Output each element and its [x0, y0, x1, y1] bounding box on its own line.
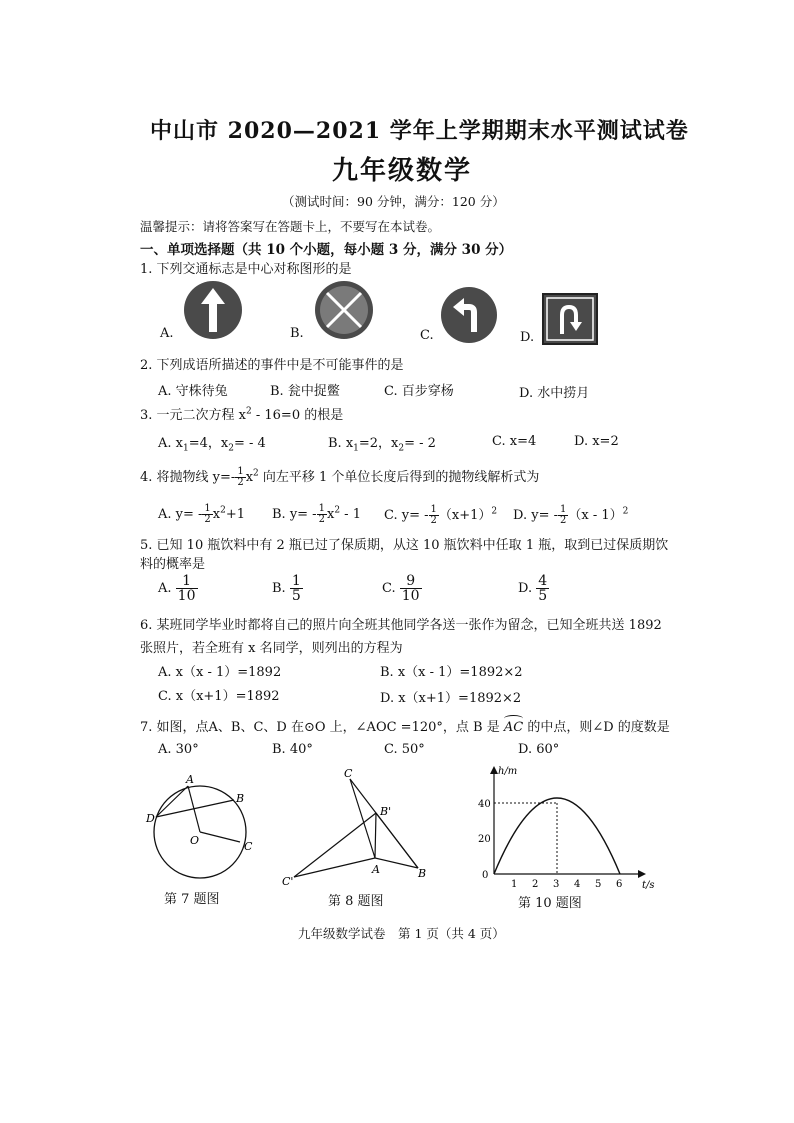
exam-subject: 九年级数学: [332, 156, 473, 186]
q3-option-b: B. $x_1=2$，$x_2= - 2$: [328, 436, 436, 454]
arrow-up-sign-icon: [183, 280, 243, 340]
fig10-xtick-4: 4: [574, 879, 581, 890]
fig8-point-c: C: [344, 767, 353, 780]
q5-option-b: B. $\frac{1}{5}$: [272, 573, 301, 604]
section-heading: 一、单项选择题（共 10 个小题，每小题 3 分，满分 30 分）: [140, 242, 513, 258]
q4-option-a: A. y= - $\frac{1}{2}$ $x^2+1$: [158, 503, 246, 525]
u-turn-sign-icon: [542, 293, 598, 345]
page-footer: 九年级数学试卷 第 1 页（共 4 页）: [298, 926, 505, 941]
q5-option-c: C. $\frac{9}{10}$: [382, 573, 420, 604]
no-stopping-sign-icon: [314, 280, 374, 340]
fig8-point-b: B: [418, 867, 427, 880]
q2-stem: 2. 下列成语所描述的事件中是不可能事件的是: [140, 358, 404, 373]
fig10-xtick-5: 5: [595, 879, 602, 890]
fig8-caption: 第 8 题图: [328, 894, 384, 909]
q2-option-c: C. 百步穿杨: [384, 384, 454, 399]
q7-option-b: B. 40°: [272, 742, 313, 757]
q5-option-d: D. $\frac{4}{5}$: [518, 573, 548, 604]
q6-stem-line1: 6. 某班同学毕业时都将自己的照片向全班其他同学各送一张作为留念，已知全班共送 1892: [140, 618, 662, 633]
fig10-x-axis-label: t/s: [642, 880, 655, 891]
q7-option-c: C. 50°: [384, 742, 425, 757]
q1-label-b: B.: [290, 326, 304, 341]
q5-stem-line1: 5. 已知 10 瓶饮料中有 2 瓶已过了保质期，从这 10 瓶饮料中任取 1 瓶，取到已过保质期饮: [140, 538, 669, 553]
q1-label-a: A.: [160, 326, 174, 341]
q3-option-c: C. x=4: [492, 434, 537, 449]
figure-7-circle: [140, 772, 265, 897]
fig8-point-a: A: [372, 863, 380, 876]
q2-option-a: A. 守株待兔: [158, 384, 228, 399]
fig8-point-b-prime: B': [380, 805, 392, 818]
fig7-caption: 第 7 题图: [164, 892, 220, 907]
q6-option-b: B. x（x - 1）=1892×2: [380, 665, 523, 680]
q6-stem-line2: 张照片，若全班有 x 名同学，则列出的方程为: [140, 641, 403, 656]
q7-option-d: D. 60°: [518, 742, 560, 757]
fig10-ytick-20: 20: [478, 834, 491, 845]
q4-option-b: B. y= - $\frac{1}{2}$ $x^2 - 1$: [272, 503, 361, 525]
q3-option-d: D. x=2: [574, 434, 619, 449]
q4-option-d: D. y= - $\frac{1}{2}$ （x - 1）$^2$: [513, 504, 629, 526]
fig10-xtick-6: 6: [616, 879, 623, 890]
fig8-point-c-prime: C': [282, 875, 294, 888]
q6-option-a: A. x（x - 1）=1892: [158, 665, 282, 680]
fig7-point-b: B: [236, 792, 245, 805]
fig7-point-a: A: [186, 773, 194, 786]
fig10-caption: 第 10 题图: [518, 896, 582, 911]
q6-option-d: D. x（x+1）=1892×2: [380, 691, 522, 706]
q2-option-d: D. 水中捞月: [519, 386, 590, 401]
q4-option-c: C. y= - $\frac{1}{2}$ $(x+1)^2$: [384, 504, 498, 526]
exam-title: 中山市 2020—2021 学年上学期期末水平测试试卷: [150, 118, 689, 144]
fig10-xtick-1: 1: [511, 879, 518, 890]
q7-option-a: A. 30°: [158, 742, 199, 757]
fig10-ytick-0: 0: [482, 870, 489, 881]
q2-option-b: B. 瓮中捉鳖: [270, 384, 340, 399]
q3-option-a: A. $x_1=4$，$x_2= - 4$: [158, 436, 266, 454]
turn-left-sign-icon: [440, 286, 498, 344]
fig7-point-d: D: [146, 812, 155, 825]
q5-stem-line2: 料的概率是: [140, 557, 206, 572]
fig10-ytick-40: 40: [478, 799, 491, 810]
fig10-xtick-2: 2: [532, 879, 539, 890]
q1-stem: 1. 下列交通标志是中心对称图形的是: [140, 262, 352, 277]
exam-tip: 温馨提示：请将答案写在答题卡上，不要写在本试卷。: [140, 219, 441, 234]
fig7-point-c: C: [244, 840, 253, 853]
exam-info: （测试时间：90 分钟，满分：120 分）: [282, 194, 505, 209]
q5-option-a: A. $\frac{1}{10}$: [158, 573, 196, 604]
q7-stem: 7. 如图，点A、B、C、D 在⊙O 上，∠AOC =120°，点 B 是 AC 的中点，则∠D 的度数是: [140, 716, 670, 735]
figure-10-parabola: [470, 760, 675, 892]
figure-8-triangles: [280, 765, 430, 890]
fig10-y-axis-label: h/m: [498, 766, 518, 777]
q1-label-c: C.: [420, 328, 434, 343]
q4-stem: 4. 将抛物线 y=- $\frac{1}{2}$ $x^2$ 向左平移 1 个单位长度后得到的抛物线解析式为: [140, 466, 540, 488]
fig7-point-o: O: [190, 834, 200, 847]
q3-stem: 3. 一元二次方程 $x^2 - 16=0$ 的根是: [140, 406, 344, 423]
q1-label-d: D.: [520, 330, 535, 345]
fig10-xtick-3: 3: [553, 879, 560, 890]
q6-option-c: C. x（x+1）=1892: [158, 689, 280, 704]
